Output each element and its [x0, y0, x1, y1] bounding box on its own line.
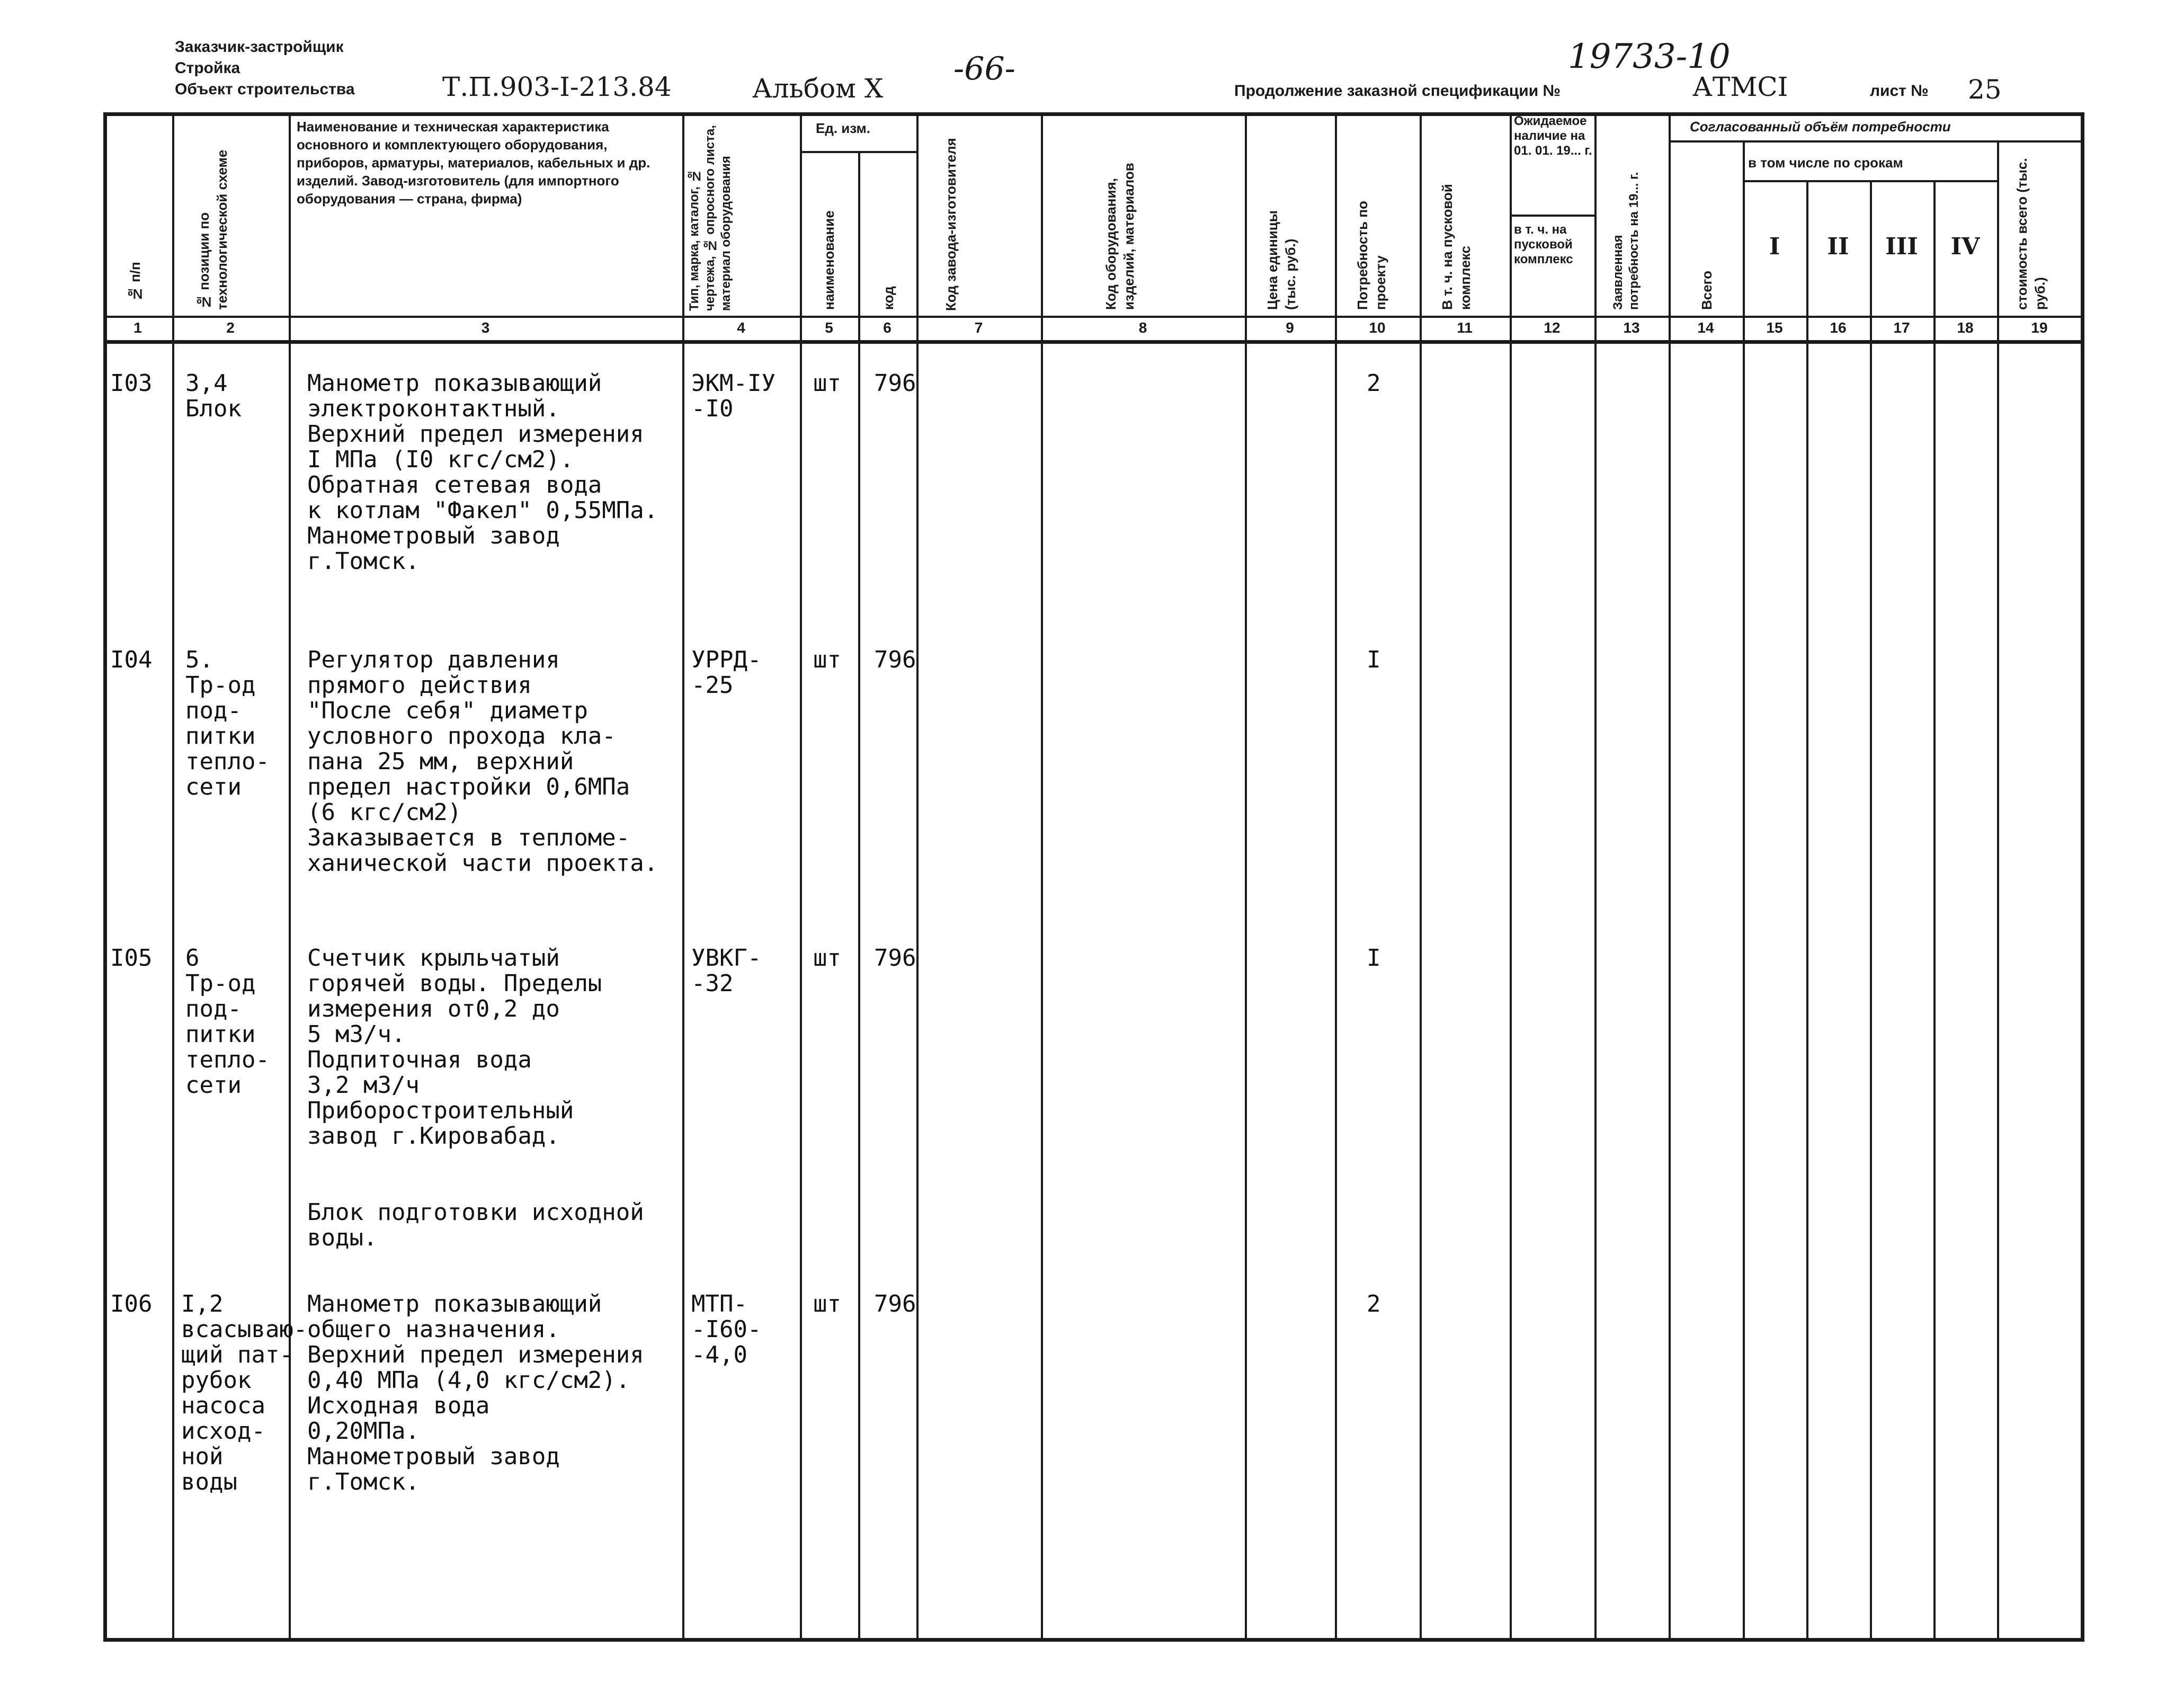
- col-header-1: № п/п: [127, 262, 143, 302]
- column-number: 11: [1457, 319, 1473, 336]
- row-number: I04: [110, 646, 153, 673]
- row-unit: шт: [813, 646, 841, 673]
- spec-label: Продолжение заказной спецификации №: [1234, 82, 1561, 100]
- column-number: 5: [825, 319, 833, 336]
- col-header-7: Код завода-изготовителя: [943, 138, 959, 311]
- col-header-3: Наименование и техническая характеристика основного и комплектующего оборудования, приборов, арматуры, материалов, кабельных и др. изделий. Завод-изготовитель (для импортного оборудования — страна, фирма): [297, 119, 650, 207]
- col-header-12-top: Ожидаемое наличие на 01. 01. 19... г.: [1514, 114, 1592, 158]
- sheet-number: 25: [1968, 74, 2002, 105]
- col-header-4: Тип, марка, каталог, № чертежа, № опросного листа, материал оборудования: [687, 125, 733, 311]
- column-number: 19: [2031, 319, 2048, 336]
- row-position: 5. Тр-од под- питки тепло- сети: [185, 646, 270, 800]
- col-header-17: III: [1885, 233, 1918, 260]
- row-description: Манометр показывающий общего назначения. Верхний предел измерения 0,40 МПа (4,0 кгс/см2). Исходная вода 0,20МПа. Манометровый завод г.Томск.: [307, 1290, 644, 1495]
- col-header-6: код: [880, 286, 896, 310]
- agreed-group-header: Согласованный объём потребности: [1690, 119, 1951, 135]
- column-number: 3: [481, 319, 490, 336]
- col-header-13: Заявленная потребность на 19... г.: [1611, 172, 1641, 310]
- row-type: ЭКМ-IУ -I0: [691, 370, 775, 422]
- sheet-label: лист №: [1870, 82, 1929, 100]
- column-number: 16: [1830, 319, 1847, 336]
- column-number: 2: [226, 319, 235, 336]
- row-unit: шт: [813, 945, 841, 972]
- row-number: I03: [110, 370, 153, 397]
- row-number: I05: [110, 945, 153, 972]
- col-header-9: Цена единицы (тыс. руб.): [1264, 210, 1298, 310]
- row-need: I: [1367, 646, 1381, 673]
- object-label: Объект строительства: [175, 81, 355, 98]
- row-type: УВКГ- -32: [691, 945, 762, 997]
- col-header-15: I: [1769, 233, 1780, 260]
- album-label: Альбом Х: [752, 73, 884, 104]
- row-need: 2: [1367, 1290, 1381, 1317]
- row-need: I: [1367, 945, 1381, 972]
- row-position: 6 Тр-од под- питки тепло- сети: [185, 945, 270, 1099]
- row-unit-code: 796: [874, 1290, 916, 1317]
- col-header-2: № позиции по технологической схеме: [196, 149, 230, 310]
- col-header-5: наименование: [821, 210, 837, 310]
- column-number: 9: [1286, 319, 1294, 336]
- column-number: 14: [1697, 319, 1714, 336]
- row-description: Манометр показывающий электроконтактный. Верхний предел измерения I МПа (I0 кгс/см2). Обратная сетевая вода к котлам "Факел" 0,55МПа. Манометровый завод г.Томск.: [307, 370, 658, 575]
- column-number: 4: [737, 319, 745, 336]
- col-header-16: II: [1827, 233, 1849, 260]
- row-type: УРРД- -25: [691, 646, 762, 699]
- col-header-14: Всего: [1699, 270, 1715, 310]
- column-number: 1: [133, 319, 142, 336]
- column-number: 15: [1766, 319, 1783, 336]
- row-position: I,2 всасываю- щий пат- рубок насоса исход- ной воды: [181, 1290, 308, 1495]
- site-label: Стройка: [175, 59, 240, 77]
- handwritten-doc-number: 19733-10: [1568, 37, 1731, 76]
- row-unit: шт: [813, 1290, 841, 1317]
- row-description: Регулятор давления прямого действия "После себя" диаметр условного прохода кла- пана 25 мм, верхний предел настройки 0,6МПа (6 кгс/см2) Заказывается в тепломе- ханической части проекта.: [307, 646, 658, 877]
- row-unit: шт: [813, 370, 841, 397]
- section-heading: Блок подготовки исходной воды.: [307, 1199, 644, 1251]
- row-description: Счетчик крыльчатый горячей воды. Пределы измерения от0,2 до 5 м3/ч. Подпиточная вода 3,2 м3/ч Приборостроительный завод г.Кировабад.: [307, 945, 602, 1150]
- col-header-19: стоимость всего (тыс. руб.): [2014, 158, 2048, 310]
- handwritten-page-number: -66-: [953, 50, 1015, 87]
- column-number: 13: [1623, 319, 1640, 336]
- col-header-18: IV: [1950, 233, 1980, 260]
- terms-group-header: в том числе по срокам: [1748, 155, 1903, 171]
- column-number: 12: [1544, 319, 1561, 336]
- col-header-8: Код оборудования, изделий, материалов: [1103, 163, 1137, 310]
- row-position: 3,4 Блок: [185, 370, 242, 422]
- column-number: 10: [1369, 319, 1386, 336]
- column-number: 8: [1138, 319, 1147, 336]
- row-type: МТП- -I60- -4,0: [691, 1290, 762, 1368]
- col-header-12-bottom: в т. ч. на пусковой комплекс: [1514, 222, 1573, 266]
- spec-code: АТМСІ: [1692, 72, 1788, 102]
- row-number: I06: [110, 1290, 153, 1317]
- column-number: 7: [974, 319, 983, 336]
- row-unit-code: 796: [874, 945, 916, 972]
- project-code: Т.П.903-І-213.84: [442, 72, 672, 102]
- column-number: 6: [883, 319, 892, 336]
- column-number: 18: [1957, 319, 1974, 336]
- col-header-10: Потребность по проекту: [1354, 201, 1388, 310]
- column-number: 17: [1893, 319, 1910, 336]
- col-header-11: В т. ч. на пусковой комплекс: [1439, 184, 1473, 310]
- customer-label: Заказчик-застройщик: [175, 38, 344, 56]
- row-need: 2: [1367, 370, 1381, 397]
- row-unit-code: 796: [874, 370, 916, 397]
- unit-group-header: Ед. изм.: [816, 120, 871, 136]
- row-unit-code: 796: [874, 646, 916, 673]
